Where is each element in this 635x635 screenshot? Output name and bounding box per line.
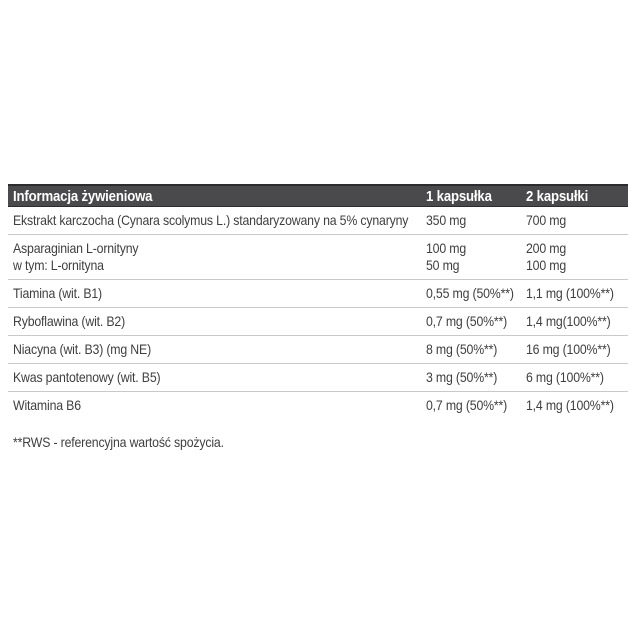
amount-per-2-capsules bbox=[526, 285, 628, 302]
amount-per-2-capsules-text: 1,4 mg(100%**) bbox=[526, 313, 611, 329]
amount-per-2-capsules bbox=[526, 341, 628, 358]
amount-per-2-capsules-text: 16 mg (100%**) bbox=[526, 341, 611, 357]
amount-per-1-capsule bbox=[426, 397, 526, 414]
amount-per-1-capsule-text: 8 mg (50%**) bbox=[426, 341, 498, 357]
table-row bbox=[8, 308, 628, 336]
amount-per-1-capsule-text: 0,7 mg (50%**) bbox=[426, 313, 508, 329]
amount-per-2-capsules bbox=[526, 212, 628, 229]
amount-per-1-capsule bbox=[426, 369, 526, 386]
ingredient-name-text: Niacyna (wit. B3) (mg NE) bbox=[13, 341, 151, 357]
amount-per-1-capsule-text: 50 mg bbox=[426, 257, 460, 273]
table-row bbox=[8, 207, 628, 235]
ingredient-name bbox=[13, 240, 426, 274]
amount-per-1-capsule bbox=[426, 212, 526, 229]
header-col-product-label: Informacja żywieniowa bbox=[13, 187, 153, 205]
ingredient-name bbox=[13, 313, 426, 330]
amount-per-2-capsules-text: 100 mg bbox=[526, 257, 567, 273]
header-col-1-capsule bbox=[426, 188, 526, 205]
header-col-product bbox=[13, 188, 426, 205]
ingredient-name-text: Ekstrakt karczocha (Cynara scolymus L.) standaryzowany na 5% cynaryny bbox=[13, 212, 409, 228]
amount-per-2-capsules bbox=[526, 369, 628, 386]
amount-per-2-capsules bbox=[526, 313, 628, 330]
amount-per-2-capsules-text: 700 mg bbox=[526, 212, 567, 228]
amount-per-2-capsules-text: 1,4 mg (100%**) bbox=[526, 397, 614, 413]
amount-per-1-capsule bbox=[426, 341, 526, 358]
amount-per-1-capsule-text: 100 mg bbox=[426, 240, 467, 256]
amount-per-2-capsules-text: 6 mg (100%**) bbox=[526, 369, 604, 385]
table-row bbox=[8, 392, 628, 419]
nutrition-table-header bbox=[8, 184, 628, 207]
amount-per-1-capsule bbox=[426, 285, 526, 302]
ingredient-name bbox=[13, 212, 426, 229]
ingredient-name-text: Ryboflawina (wit. B2) bbox=[13, 313, 126, 329]
table-row bbox=[8, 364, 628, 392]
ingredient-name bbox=[13, 341, 426, 358]
nutrition-table-body bbox=[8, 207, 628, 419]
amount-per-1-capsule-text: 350 mg bbox=[426, 212, 467, 228]
rws-footnote bbox=[13, 434, 253, 450]
header-col-1-capsule-label: 1 kapsułka bbox=[426, 187, 492, 205]
ingredient-name bbox=[13, 369, 426, 386]
rws-footnote-text: **RWS - referencyjna wartość spożycia. bbox=[13, 434, 224, 450]
amount-per-2-capsules bbox=[526, 240, 628, 274]
header-col-2-capsules bbox=[526, 188, 628, 205]
amount-per-2-capsules bbox=[526, 397, 628, 414]
ingredient-name bbox=[13, 285, 426, 302]
amount-per-1-capsule bbox=[426, 313, 526, 330]
nutrition-table bbox=[8, 184, 628, 419]
ingredient-name-text: Kwas pantotenowy (wit. B5) bbox=[13, 369, 161, 385]
ingredient-name bbox=[13, 397, 426, 414]
table-row bbox=[8, 235, 628, 280]
amount-per-2-capsules-text: 200 mg bbox=[526, 240, 567, 256]
ingredient-name-text: Asparaginian L-ornityny bbox=[13, 240, 139, 256]
amount-per-2-capsules-text: 1,1 mg (100%**) bbox=[526, 285, 614, 301]
ingredient-name-text: Witamina B6 bbox=[13, 397, 81, 413]
header-col-2-capsules-label: 2 kapsułki bbox=[526, 187, 589, 205]
amount-per-1-capsule-text: 3 mg (50%**) bbox=[426, 369, 498, 385]
amount-per-1-capsule-text: 0,55 mg (50%**) bbox=[426, 285, 514, 301]
ingredient-name-text: w tym: L-ornityna bbox=[13, 257, 104, 273]
amount-per-1-capsule-text: 0,7 mg (50%**) bbox=[426, 397, 508, 413]
table-row bbox=[8, 336, 628, 364]
amount-per-1-capsule bbox=[426, 240, 526, 274]
table-row bbox=[8, 280, 628, 308]
ingredient-name-text: Tiamina (wit. B1) bbox=[13, 285, 102, 301]
